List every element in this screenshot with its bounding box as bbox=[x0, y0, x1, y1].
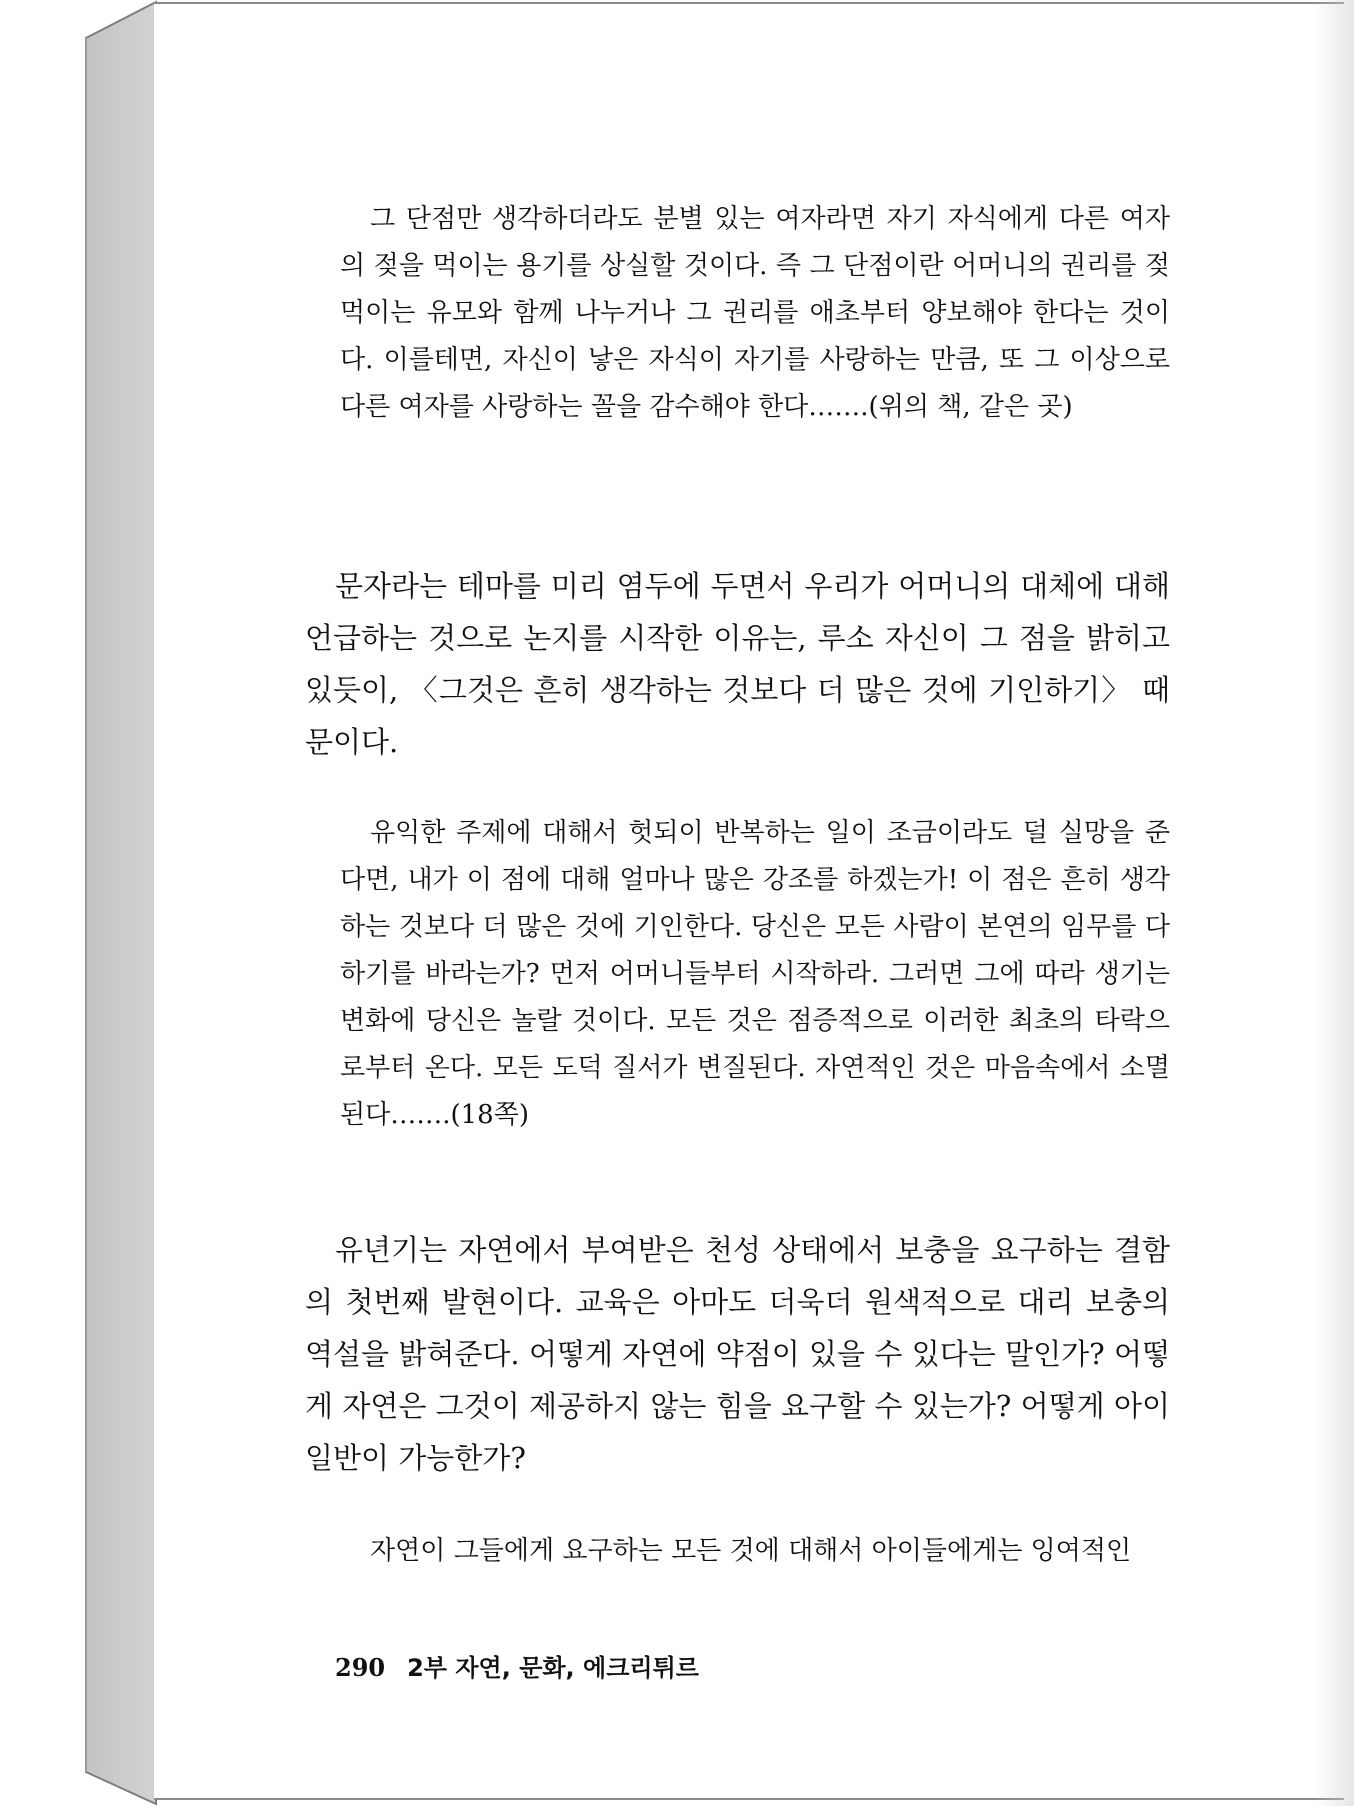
book-spine bbox=[0, 0, 160, 1806]
block-quote-3: 자연이 그들에게 요구하는 모든 것에 대해서 아이들에게는 잉여적인 bbox=[370, 1536, 1132, 1566]
running-title: 2부 자연, 문화, 에크리튀르 bbox=[407, 1654, 699, 1682]
block-quote-1: 그 단점만 생각하더라도 분별 있는 여자라면 자기 자식에게 다른 여자의 젖을 먹이는 용기를 상실할 것이다. 즉 그 단점이란 어머니의 권리를 젖 먹이는 유모와 함께 나누거나 그 권리를 애초부터 양보해야 한다는 것이다. 이를테면, 자신이 낳은 자식이 자기를 사랑하는 만큼, 또 그 이상으로 다른 여자를 사랑하는 꼴을 감수해야 한다…….(위의 책, 같은 곳) bbox=[340, 204, 1170, 422]
page-edge-shadow bbox=[1314, 0, 1354, 1806]
body-paragraph-2: 유년기는 자연에서 부여받은 천성 상태에서 보충을 요구하는 결함의 첫번째 발현이다. 교육은 아마도 더욱더 원색적으로 대리 보충의 역설을 밝혀준다. 어떻게 자연에 약점이 있을 수 있다는 말인가? 어떻게 자연은 그것이 제공하지 않는 힘을 요구할 수 있는가? 어떻게 아이 일반이 가능한가? bbox=[305, 1233, 1170, 1475]
block-quote-2: 유익한 주제에 대해서 헛되이 반복하는 일이 조금이라도 덜 실망을 준다면, 내가 이 점에 대해 얼마나 많은 강조를 하겠는가! 이 점은 흔히 생각하는 것보다 더 많은 것에 기인한다. 당신은 모든 사람이 본연의 임무를 다하기를 바라는가? 먼저 어머니들부터 시작하라. 그러면 그에 따라 생기는 변화에 당신은 놀랄 것이다. 모든 것은 점증적으로 이러한 최초의 타락으로부터 온다. 모든 도덕 질서가 변질된다. 자연적인 것은 마음속에서 소멸된다…….(18쪽) bbox=[340, 818, 1170, 1130]
page-footer bbox=[335, 1648, 699, 1683]
page-number: 290 bbox=[335, 1653, 386, 1682]
body-paragraph-1: 문자라는 테마를 미리 염두에 두면서 우리가 어머니의 대체에 대해 언급하는 것으로 논지를 시작한 이유는, 루소 자신이 그 점을 밝히고 있듯이, 〈그것은 흔히 생각하는 것보다 더 많은 것에 기인하기〉 때문이다. bbox=[305, 569, 1170, 759]
